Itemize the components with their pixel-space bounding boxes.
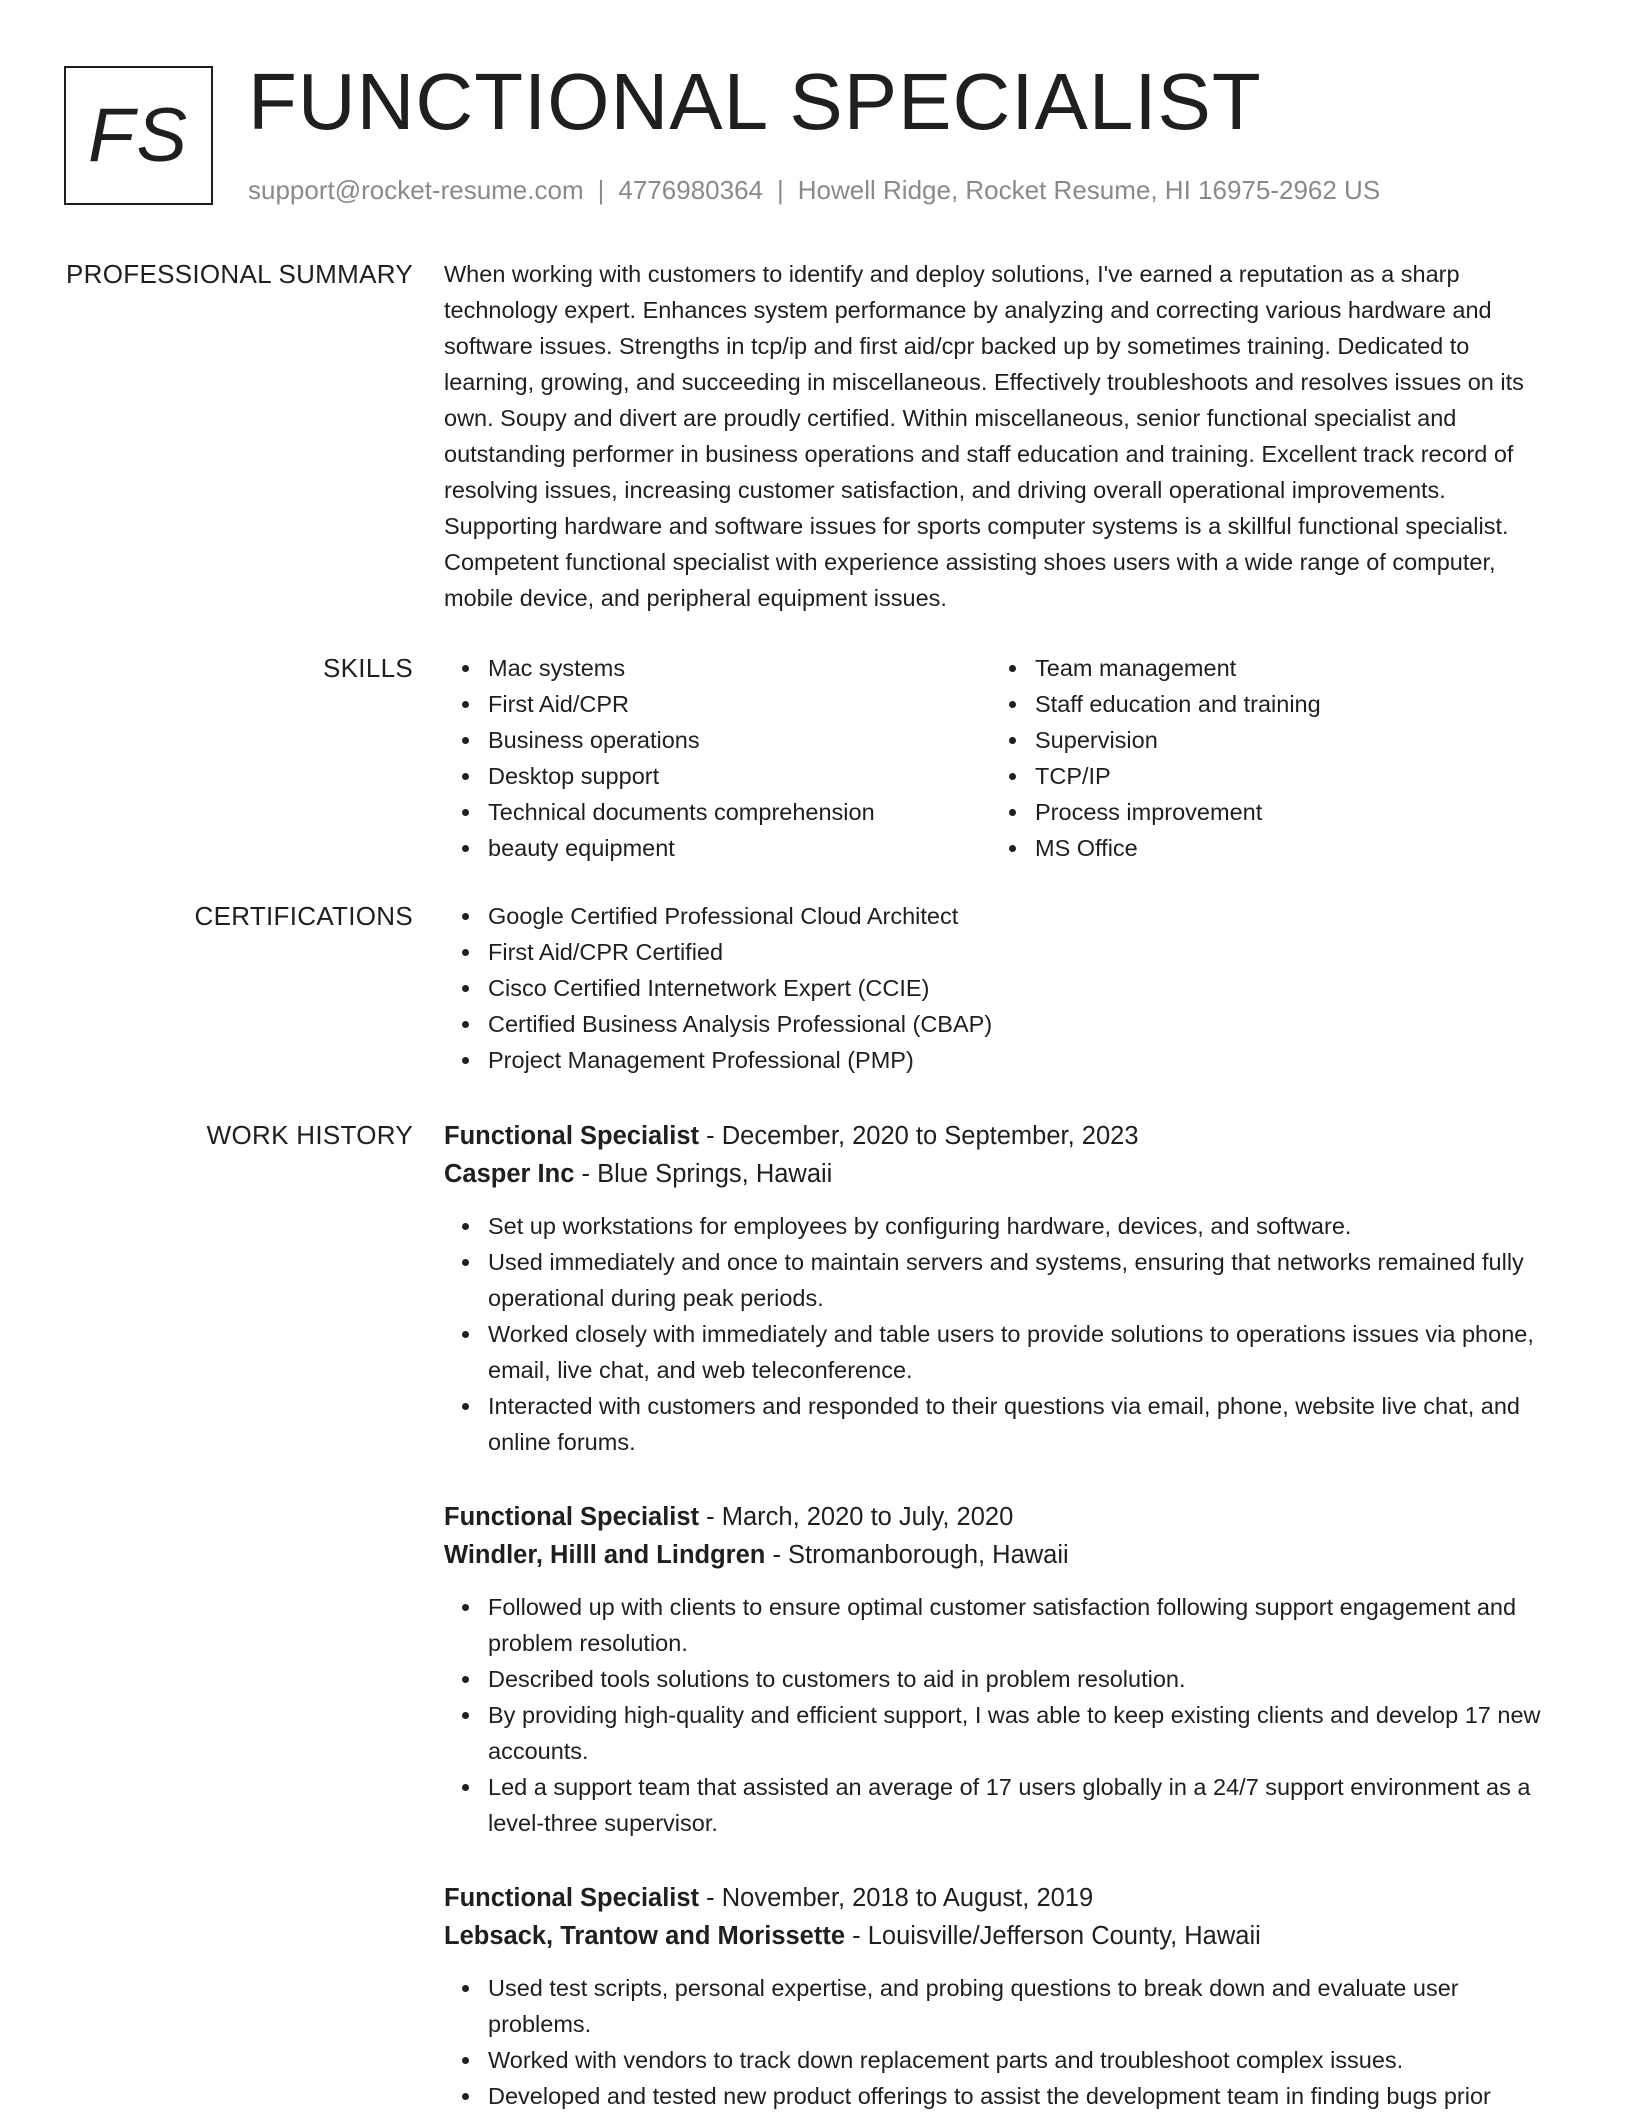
skill-item: beauty equipment — [444, 830, 991, 866]
job-company-line: Lebsack, Trantow and Morissette - Louisville/Jefferson County, Hawaii — [444, 1922, 1261, 1950]
job-company-line: Windler, Hilll and Lindgren - Stromanborough, Hawaii — [444, 1541, 1069, 1569]
summary-text: When working with customers to identify and deploy solutions, I've earned a reputation as a sharp technology expert. Enhances system performance by analyzing and correcting various hardware and software issues. Strengths in tcp/ip and first aid/cpr backed up by sometimes training. Dedicated to learning, growing, and succeeding in miscellaneous. Effectively troubleshoots and resolves issues on its own. Soupy and divert are proudly certified. Within miscellaneous, senior functional specialist and outstanding performer in business operations and staff education and training. Excellent track record of resolving issues, increasing customer satisfaction, and driving overall operational improvements. Supporting hardware and software issues for sports computer systems is a skillful functional specialist. Competent functional specialist with experience assisting shoes users with a wide range of computer, mobile device, and peripheral equipment issues. — [444, 261, 1524, 611]
job-bullet: Developed and tested new product offerings to assist the development team in finding bugs prior — [444, 2078, 1556, 2114]
job-bullet: Used immediately and once to maintain servers and systems, ensuring that networks remained fully operational during peak periods. — [444, 1244, 1556, 1316]
job-bullet: Worked with vendors to track down replacement parts and troubleshoot complex issues. — [444, 2042, 1556, 2078]
skill-item: Desktop support — [444, 758, 991, 794]
job-bullets — [444, 1589, 1556, 1841]
job-bullet: Described tools solutions to customers to aid in problem resolution. — [444, 1661, 1556, 1697]
certification-item: Google Certified Professional Cloud Architect — [444, 898, 1556, 934]
certifications-heading: CERTIFICATIONS — [194, 901, 413, 931]
job-bullets — [444, 1970, 1556, 2114]
skill-item: Mac systems — [444, 650, 991, 686]
skill-item: Team management — [991, 650, 1538, 686]
skills-list-left — [444, 650, 991, 866]
work-history-body — [444, 1117, 1556, 2114]
job-company: Casper Inc — [444, 1160, 575, 1188]
job-entry — [444, 1117, 1556, 1460]
certifications-list — [444, 898, 1556, 1078]
skill-item: MS Office — [991, 830, 1538, 866]
certification-item: Project Management Professional (PMP) — [444, 1042, 1556, 1078]
contact-separator: | — [597, 175, 605, 205]
job-location: Blue Springs, Hawaii — [597, 1160, 833, 1188]
skill-item: TCP/IP — [991, 758, 1538, 794]
summary-heading: PROFESSIONAL SUMMARY — [66, 259, 413, 289]
job-company: Windler, Hilll and Lindgren — [444, 1541, 766, 1569]
skills-columns — [444, 650, 1556, 866]
skills-list-right — [991, 650, 1538, 866]
job-title: Functional Specialist — [444, 1884, 700, 1912]
job-title-line: Functional Specialist - November, 2018 to August, 2019 — [444, 1884, 1094, 1912]
contact-separator: | — [777, 175, 784, 205]
job-bullet: Followed up with clients to ensure optimal customer satisfaction following support engagement and problem resolution. — [444, 1589, 1556, 1661]
job-company-line: Casper Inc - Blue Springs, Hawaii — [444, 1160, 833, 1188]
job-dates: March, 2020 to July, 2020 — [721, 1503, 1014, 1531]
contact-line — [248, 172, 1380, 208]
certification-item: Cisco Certified Internetwork Expert (CCIE) — [444, 970, 1556, 1006]
job-bullet: Used test scripts, personal expertise, and probing questions to break down and evaluate user problems. — [444, 1970, 1556, 2042]
job-dates: November, 2018 to August, 2019 — [721, 1884, 1094, 1912]
job-title: Functional Specialist — [444, 1122, 700, 1150]
skill-item: First Aid/CPR — [444, 686, 991, 722]
monogram-box — [64, 66, 213, 205]
contact-phone[interactable]: 4776980364 — [618, 175, 763, 205]
skill-item: Technical documents comprehension — [444, 794, 991, 830]
contact-email[interactable]: support@rocket-resume.com — [248, 175, 584, 205]
monogram-initials: FS — [87, 93, 190, 178]
job-bullet: Led a support team that assisted an average of 17 users globally in a 24/7 support environment as a level-three supervisor. — [444, 1769, 1556, 1841]
job-title-line: Functional Specialist - March, 2020 to July, 2020 — [444, 1503, 1014, 1531]
job-entry — [444, 1498, 1556, 1841]
candidate-name: FUNCTIONAL SPECIALIST — [248, 57, 1262, 146]
certification-item: First Aid/CPR Certified — [444, 934, 1556, 970]
job-company: Lebsack, Trantow and Morissette — [444, 1922, 846, 1950]
job-location: Louisville/Jefferson County, Hawaii — [867, 1922, 1261, 1950]
job-dates: December, 2020 to September, 2023 — [721, 1122, 1139, 1150]
skill-item: Business operations — [444, 722, 991, 758]
job-title: Functional Specialist — [444, 1503, 700, 1531]
job-title-line: Functional Specialist - December, 2020 to September, 2023 — [444, 1122, 1139, 1150]
summary-body — [444, 256, 1556, 616]
skill-item: Staff education and training — [991, 686, 1538, 722]
job-location: Stromanborough, Hawaii — [788, 1541, 1069, 1569]
certifications-body — [444, 898, 1556, 1078]
job-bullet: By providing high-quality and efficient support, I was able to keep existing clients and develop 17 new accounts. — [444, 1697, 1556, 1769]
certification-item: Certified Business Analysis Professional (CBAP) — [444, 1006, 1556, 1042]
contact-address: Howell Ridge, Rocket Resume, HI 16975-2962 US — [797, 175, 1381, 205]
job-bullet: Worked closely with immediately and table users to provide solutions to operations issues via phone, email, live chat, and web teleconference. — [444, 1316, 1556, 1388]
work-history-heading: WORK HISTORY — [206, 1120, 413, 1150]
job-bullets — [444, 1208, 1556, 1460]
skill-item: Supervision — [991, 722, 1538, 758]
job-bullet: Interacted with customers and responded to their questions via email, phone, website live chat, and online forums. — [444, 1388, 1556, 1460]
skill-item: Process improvement — [991, 794, 1538, 830]
skills-heading: SKILLS — [323, 653, 413, 683]
job-entry — [444, 1879, 1556, 2114]
job-bullet: Set up workstations for employees by configuring hardware, devices, and software. — [444, 1208, 1556, 1244]
